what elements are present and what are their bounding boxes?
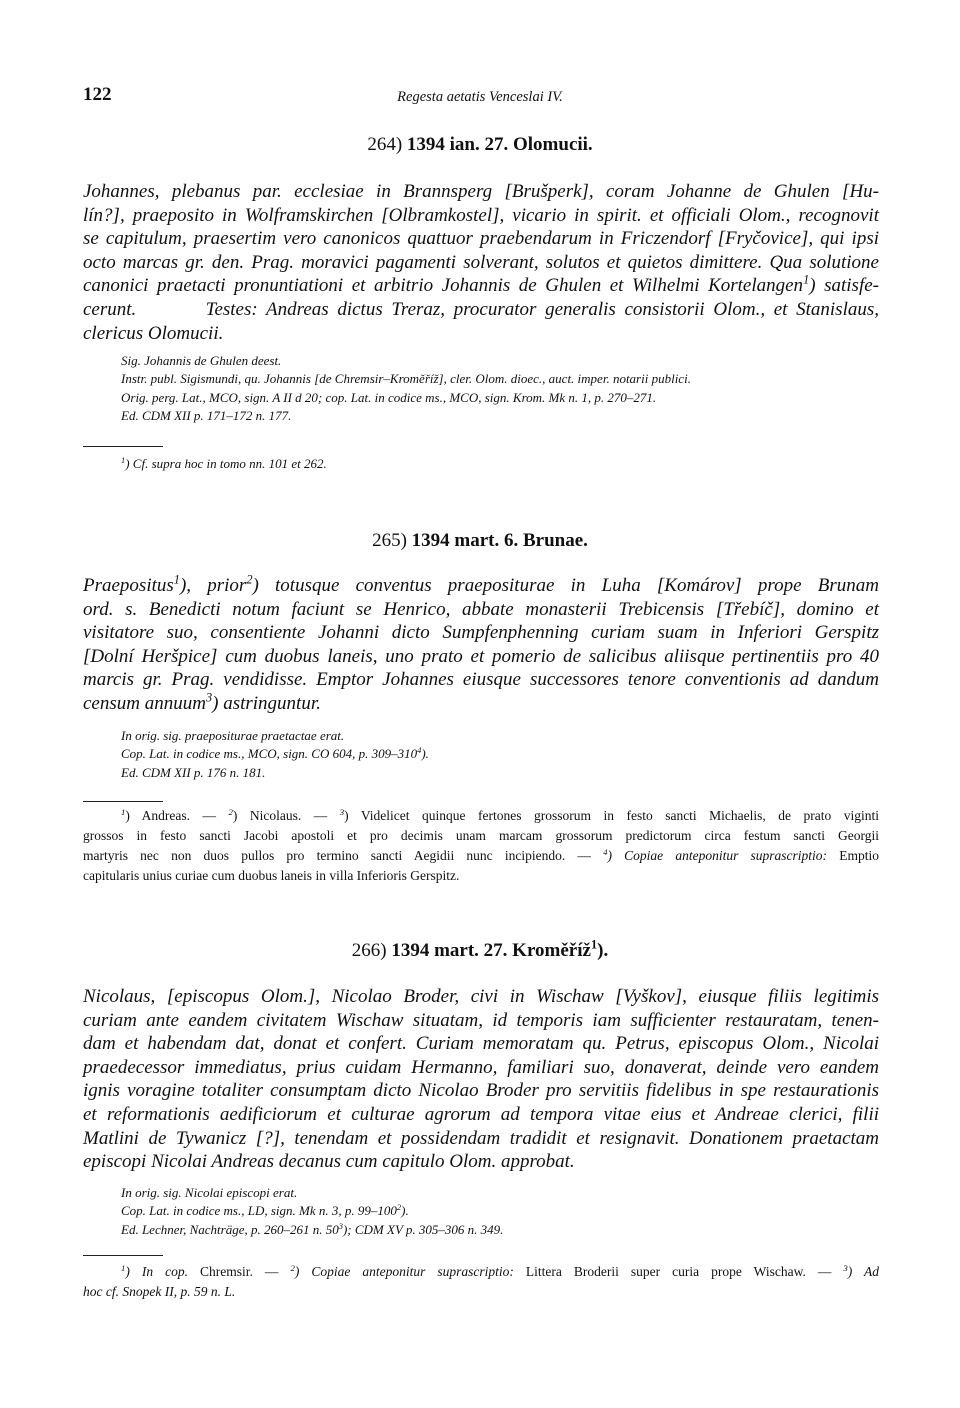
footnote-text: ) Videlicet quinque fertones grossorum in festo sancti Michaelis, de prato viginti <box>344 808 880 823</box>
regest-line: octo marcas gr. den. Prag. moravici pagamenti solverant, solutos et quietos dimittere. Qua solutione <box>83 251 879 273</box>
regest-line: curiam ante eandem civitatem Wischaw situatam, id temporis iam sufficienter restauratam, tenen- <box>83 1009 879 1031</box>
entry-date <box>391 937 609 961</box>
apparatus-265 <box>121 727 881 782</box>
running-head: Regesta aetatis Venceslai IV. <box>397 89 563 105</box>
footnote-text: ) Ad <box>847 1264 880 1279</box>
regest-text: ) satisfe- <box>809 275 879 297</box>
footnote-marker: 3 <box>205 690 213 705</box>
apparatus-line: Ed. CDM XII p. 176 n. 181. <box>121 764 266 780</box>
entry-heading-265 <box>0 530 960 552</box>
footnote-text: Littera Broderii super curia prope Wischaw. — <box>513 1264 844 1279</box>
footnote-text: ) Copiae anteponitur suprascriptio: <box>607 848 828 863</box>
regest-line: ignis voragine totaliter consumptam dicto Nicolao Broder pro servitiis fidelibus in spe restaurationis <box>83 1080 879 1102</box>
footnote-line <box>121 454 917 474</box>
footnote-marker: 1 <box>121 454 126 465</box>
footnote-text: martyris nec non duos pullos pro termino sancti Aegidii nunc incipiendo. — <box>83 848 604 863</box>
entry-heading-264 <box>0 134 960 156</box>
regest-line: Matlini de Tywanicz [?], tenendam et possidendam tradidit et resignavit. Donationem praetactam <box>83 1127 879 1149</box>
apparatus-text: ); CDM XV p. 305–306 n. 349. <box>342 1221 504 1237</box>
footnote-text: ) Andreas. — <box>125 808 229 823</box>
regest-line: Johannes, plebanus par. ecclesiae in Brannsperg [Brušperk], coram Johanne de Ghulen [Hu- <box>83 181 879 202</box>
footnote-marker: 2 <box>246 572 253 587</box>
entry-date-text: ). <box>597 940 609 961</box>
footnote-marker: 1 <box>590 937 598 952</box>
footnote-marker: 3 <box>338 1220 343 1231</box>
regest-line: episcopi Nicolai Andreas decanus cum capitulo Olom. approbat. <box>83 1151 575 1173</box>
footnote-line: hoc cf. Snopek II, p. 59 n. L. <box>83 1284 236 1299</box>
footnote-line: grossos in festo sancti Jacobi apostoli et pro decimis unam marcam grossorum predictorum circa festum sancti Georgii <box>83 828 879 843</box>
regest-line: Nicolaus, [episcopus Olom.], Nicolao Broder, civi in Wischaw [Vyškov], eiusque filiis legitimis <box>83 986 879 1007</box>
entry-number: 265) <box>372 530 407 551</box>
regest-line: cerunt. Testes: Andreas dictus Treraz, procurator generalis consistorii Olom., et Stanislaus, <box>83 298 879 320</box>
regest-line: lín?], praeposito in Wolframskirchen [Olbramkostel], vicario in spirit. et officiali Olom., recognovit <box>83 204 879 226</box>
apparatus-line <box>121 1221 881 1239</box>
footnote-rule <box>83 1255 163 1256</box>
apparatus-text: Cop. Lat. in codice ms., MCO, sign. CO 604, p. 309–310 <box>121 746 418 762</box>
entry-heading-266 <box>0 937 960 962</box>
page-number: 122 <box>83 84 112 105</box>
footnote-marker: 2 <box>396 1202 402 1213</box>
footnote-line: $^1$) In cop. Chremsir. — $^2$) Copiae anteponitur suprascriptio: Littera Broderii super curia prope Wischaw. — $^3$) Ad <box>121 1262 880 1279</box>
regest-text: canonici praetacti pronuntiationi et arbitrio Johannis de Ghulen et Wilhelmi Kortelangen <box>83 275 804 297</box>
apparatus-text: ). <box>401 1203 409 1219</box>
apparatus-line: Ed. CDM XII p. 171–172 n. 177. <box>121 407 292 423</box>
regest-text: Praepositus <box>83 575 174 596</box>
apparatus-text: ). <box>421 746 429 762</box>
regest-266 <box>83 985 879 1174</box>
footnote-marker: 1 <box>173 572 180 587</box>
apparatus-line <box>121 745 881 763</box>
apparatus-line: Orig. perg. Lat., MCO, sign. A II d 20; cop. Lat. in codice ms., MCO, sign. Krom. Mk n. 1, p. 270–271. <box>121 389 657 405</box>
footnotes-265 <box>83 806 879 886</box>
regest-line <box>83 274 879 298</box>
footnote-text: ) In cop. <box>125 1264 189 1279</box>
regest-line: se capitulum, praesertim vero canonicos quattuor praebendarum in Friczendorf [Fryčovice], qui ipsi <box>83 228 879 250</box>
apparatus-line: Sig. Johannis de Ghulen deest. <box>121 353 282 368</box>
apparatus-line <box>121 1202 881 1220</box>
regest-line: dam et habendam dat, donat et confert. Curiam memoratam qu. Petrus, episcopus Olom., Nicolai <box>83 1033 879 1055</box>
apparatus-264 <box>121 352 881 425</box>
apparatus-line: In orig. sig. Nicolai episcopi erat. <box>121 1185 298 1200</box>
regest-264 <box>83 180 879 345</box>
entry-number: 266) <box>351 940 387 961</box>
regest-text: censum annuum <box>83 692 206 714</box>
footnote-rule <box>83 446 163 447</box>
apparatus-line: Instr. publ. Sigismundi, qu. Johannis [de Chremsir–Kroměříž], cler. Olom. dioec., auct. imper. notarii publici. <box>121 371 691 387</box>
regest-line: et reformationis aedificiorum et culturae agrorum ad tempora vitae eius et Andreae clerici, filii <box>83 1103 879 1125</box>
entry-date: 1394 ian. 27. Olomucii. <box>406 134 593 155</box>
regest-line: praedecessor immediatus, prius cuidam Hermanno, familiari suo, donaverat, deinde vero eandem <box>83 1056 879 1078</box>
footnote-marker: 4 <box>603 846 608 857</box>
footnote-text: Chremsir. — <box>188 1264 291 1279</box>
footnote-line: $^1$) Andreas. — $^2$) Nicolaus. — $^3$) Videlicet quinque fertones grossorum in festo sancti Michaelis, de prato viginti <box>121 806 880 823</box>
regest-line: ord. s. Benedicti notum faciunt se Henrico, abbate monasterii Trebicensis [Třebíč], domino et <box>83 598 879 620</box>
apparatus-266 <box>121 1184 881 1239</box>
apparatus-text: Ed. Lechner, Nachträge, p. 260–261 n. 50 <box>121 1221 339 1237</box>
footnote-text: ) Nicolaus. — <box>232 808 340 823</box>
entry-number: 264) <box>367 134 403 155</box>
apparatus-line: In orig. sig. praepositurae praetactae erat. <box>121 728 345 743</box>
footnotes-266 <box>83 1262 879 1302</box>
footnote-line <box>83 846 879 866</box>
regest-line: visitatore suo, consentiente Johanni dicto Sumpfenphenning curiam suam in Inferiori Gerspitz <box>83 622 879 644</box>
regest-line <box>83 574 879 598</box>
footnote-marker: 1 <box>803 272 810 287</box>
footnote-rule <box>83 801 163 802</box>
regest-line: clericus Olomucii. <box>83 322 224 344</box>
entry-date: 1394 mart. 6. Brunae. <box>411 530 588 551</box>
footnote-text: Emptio <box>827 848 880 863</box>
regest-line: [Dolní Heršpice] cum duobus laneis, uno prato et pomerio de salicibus aliisque pertinentiis pro 40 <box>83 645 879 667</box>
footnote-marker: 4 <box>417 745 422 756</box>
footnotes-264 <box>121 454 917 474</box>
footnote-text: ) Copiae anteponitur suprascriptio: <box>294 1264 514 1279</box>
entry-date-text: 1394 mart. 27. Kroměříž <box>391 940 591 961</box>
regest-text: ) astringuntur. <box>212 692 321 714</box>
regest-text: ), prior <box>179 575 247 596</box>
footnote-text: ) Cf. supra hoc in tomo nn. 101 et 262. <box>125 456 327 471</box>
regest-265 <box>83 574 879 716</box>
apparatus-text: Cop. Lat. in codice ms., LD, sign. Mk n. 3, p. 99–100 <box>121 1203 397 1219</box>
footnote-line: capitularis unius curiae cum duobus laneis in villa Inferioris Gerspitz. <box>83 868 460 883</box>
regest-line <box>83 692 879 716</box>
regest-text: ) totusque conventus praepositurae in Luha [Komárov] prope Brunam <box>252 575 879 596</box>
regest-line: marcis gr. Prag. vendidisse. Emptor Johannes eiusque successores tenore conventionis ad dandum <box>83 669 879 691</box>
